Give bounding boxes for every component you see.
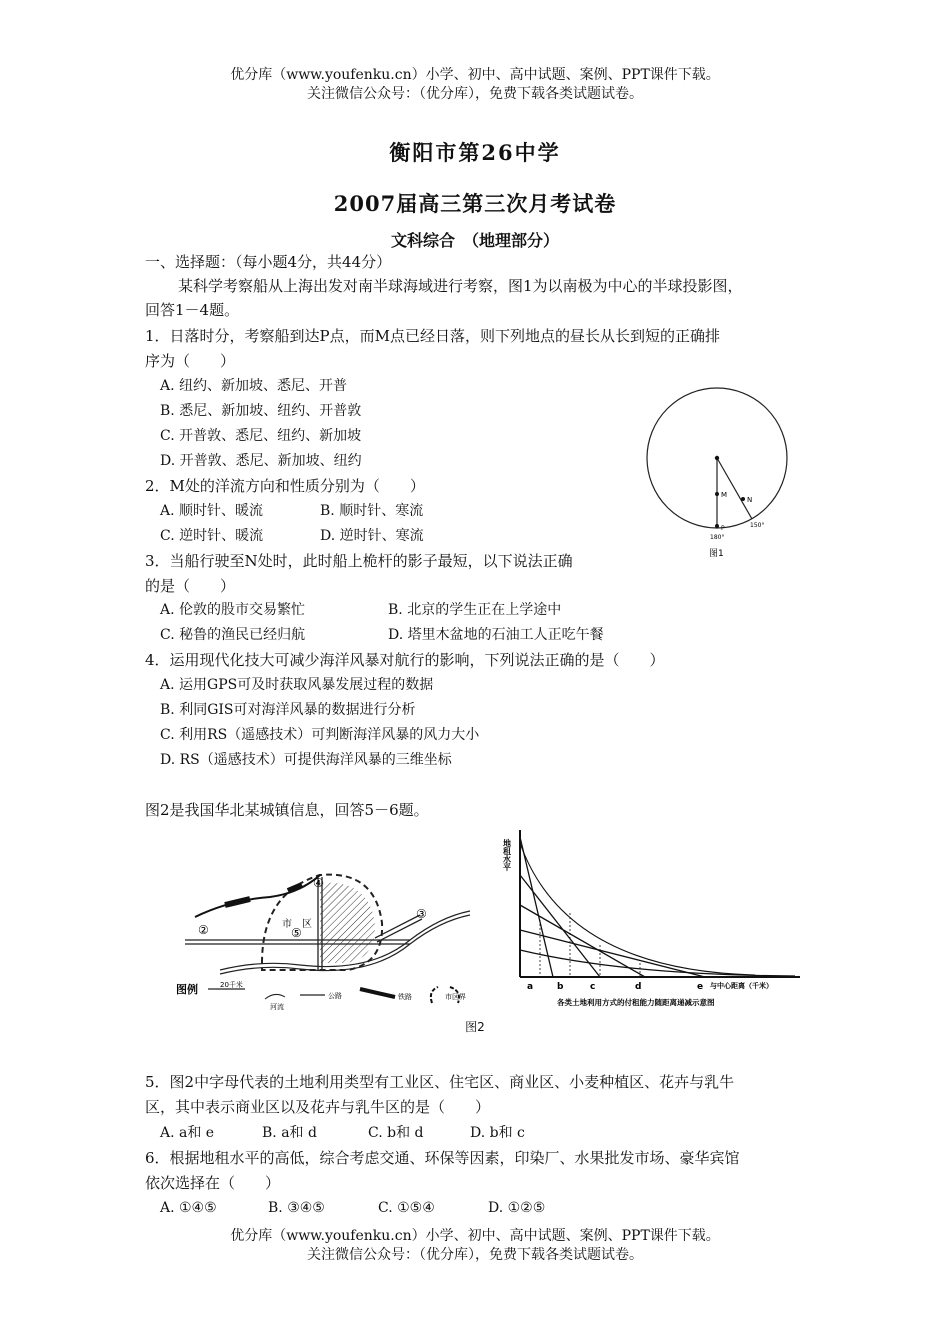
q4-option-c: C. 利用RS（遥感技术）可判断海洋风暴的风力大小 xyxy=(160,727,480,743)
curve-c xyxy=(520,905,645,977)
q6-option-b: B. ③④⑤ xyxy=(268,1200,325,1216)
figure-1-hemisphere xyxy=(640,384,810,564)
legend-rail-label: 铁路 xyxy=(398,993,412,1001)
y-axis-label: 地租水平 xyxy=(502,839,512,871)
q2-stem: 2．M处的洋流方向和性质分别为（ ） xyxy=(145,477,425,495)
x-axis-label: 与中心距离（千米） xyxy=(710,982,773,990)
figure-2-caption: 图2 xyxy=(465,1020,485,1034)
header-line-1: 优分库（www.youfenku.cn）小学、初中、高中试题、案例、PPT课件下载。 xyxy=(230,67,720,83)
road-east-2 xyxy=(377,919,422,942)
legend-title: 图例 xyxy=(176,983,198,996)
q2-option-b: B. 顺时针、寒流 xyxy=(320,503,424,519)
point-m-marker xyxy=(715,492,719,496)
x-tick-e: e xyxy=(697,982,704,992)
railway-segment-1 xyxy=(225,899,250,905)
q5-option-d: D. b和 c xyxy=(470,1125,525,1141)
curve-steep xyxy=(520,843,755,975)
q5-stem-1: 5．图2中字母代表的土地利用类型有工业区、住宅区、商业区、小麦种植区、花卉与乳牛 xyxy=(145,1073,735,1091)
x-tick-b: b xyxy=(557,982,564,992)
curve-b xyxy=(520,875,600,977)
legend-rail-symbol xyxy=(360,989,395,997)
x-tick-c: c xyxy=(590,982,596,992)
q3-option-c: C. 秘鲁的渔民已经归航 xyxy=(160,627,306,643)
q3-option-d: D. 塔里木盆地的石油工人正吃午餐 xyxy=(388,627,604,643)
meridian-150-line xyxy=(717,458,752,519)
q5-option-a: A. a和 e xyxy=(160,1125,215,1141)
q4-stem: 4．运用现代化技大可减少海洋风暴对航行的影响，下列说法正确的是（ ） xyxy=(145,651,665,669)
q5-stem-2: 区，其中表示商业区以及花卉与乳牛区的是（ ） xyxy=(145,1098,491,1116)
figure-2-city-map xyxy=(170,845,515,1025)
label-p: P xyxy=(721,525,725,532)
footer-line-1: 优分库（www.youfenku.cn）小学、初中、高中试题、案例、PPT课件下载。 xyxy=(230,1228,720,1244)
chart-caption: 各类土地利用方式的付租能力随距离递减示意图 xyxy=(557,998,715,1007)
railway-segment-2 xyxy=(288,885,302,891)
q1-stem-2: 序为（ ） xyxy=(145,352,236,370)
south-pole-point xyxy=(715,456,719,460)
subject-title: 文科综合 （地理部分） xyxy=(390,231,559,250)
q3-stem-2: 的是（ ） xyxy=(145,577,236,595)
q5-option-b: B. a和 d xyxy=(262,1125,317,1141)
section-heading: 一、选择题：（每小题4分，共44分） xyxy=(145,253,392,271)
fig2-intro: 图2是我国华北某城镇信息，回答5－6题。 xyxy=(145,801,429,819)
q4-option-b: B. 利同GIS可对海洋风暴的数据进行分析 xyxy=(160,702,416,718)
legend-river-symbol xyxy=(265,994,285,999)
x-tick-a: a xyxy=(527,982,534,992)
site-4-label: ④ xyxy=(313,876,324,890)
q4-option-a: A. 运用GPS可及时获取风暴发展过程的数据 xyxy=(160,677,434,693)
figure-2-bid-rent-chart xyxy=(502,825,810,1025)
q6-stem-2: 依次选择在（ ） xyxy=(145,1174,281,1192)
legend-scale-label: 20千米 xyxy=(220,981,243,989)
label-150-deg: 150° xyxy=(750,522,765,529)
site-5-label: ⑤ xyxy=(291,926,302,940)
railway-line xyxy=(195,875,320,917)
q6-option-a: A. ①④⑤ xyxy=(160,1200,217,1216)
x-tick-d: d xyxy=(635,982,642,992)
page-footer xyxy=(0,1227,950,1265)
city-area-label: 市 区 xyxy=(282,919,312,930)
legend-river-label: 河流 xyxy=(270,1003,284,1011)
point-p-marker xyxy=(715,524,719,528)
site-2-label: ② xyxy=(198,923,209,937)
page-header xyxy=(0,66,950,104)
q1-option-a: A. 纽约、新加坡、悉尼、开普 xyxy=(160,378,348,394)
label-m: M xyxy=(721,491,728,499)
q6-option-d: D. ①②⑤ xyxy=(488,1200,546,1216)
header-line-2: 关注微信公众号：（优分库），免费下载各类试题试卷。 xyxy=(307,86,643,102)
q2-option-a: A. 顺时针、暖流 xyxy=(160,503,264,519)
q5-option-c: C. b和 d xyxy=(368,1125,424,1141)
q3-option-b: B. 北京的学生正在上学途中 xyxy=(388,602,562,618)
label-n: N xyxy=(747,496,753,504)
school-title: 衡阳市第26中学 xyxy=(389,140,561,165)
q6-stem-1: 6．根据地租水平的高低，综合考虑交通、环保等因素，印染厂、水果批发市场、豪华宾馆 xyxy=(145,1149,740,1167)
q1-option-c: C. 开普敦、悉尼、纽约、新加坡 xyxy=(160,428,362,444)
q3-option-a: A. 伦敦的股市交易繁忙 xyxy=(160,602,306,618)
figure-1-caption: 图1 xyxy=(709,549,724,559)
exam-title: 2007届高三第三次月考试卷 xyxy=(333,191,617,216)
q1-option-b: B. 悉尼、新加坡、纽约、开普敦 xyxy=(160,403,362,419)
footer-line-2: 关注微信公众号：（优分库），免费下载各类试题试卷。 xyxy=(307,1247,643,1263)
q2-option-d: D. 逆时针、寒流 xyxy=(320,528,424,544)
intro-line-1: 某科学考察船从上海出发对南半球海域进行考察，图1为以南极为中心的半球投影图， xyxy=(178,277,743,295)
q2-option-c: C. 逆时针、暖流 xyxy=(160,528,264,544)
city-hatched-area xyxy=(320,883,375,963)
curve-e xyxy=(520,950,795,976)
legend-road-label: 公路 xyxy=(328,992,342,1000)
q1-stem-1: 1．日落时分，考察船到达P点，而M点已经日落，则下列地点的昼长从长到短的正确排 xyxy=(145,327,720,345)
point-n-marker xyxy=(741,497,745,501)
q4-option-d: D. RS（遥感技术）可提供海洋风暴的三维坐标 xyxy=(160,752,452,768)
q6-option-c: C. ①⑤④ xyxy=(378,1200,435,1216)
site-3-label: ③ xyxy=(416,907,427,921)
q1-option-d: D. 开普敦、悉尼、新加坡、纽约 xyxy=(160,453,362,469)
label-180-deg: 180° xyxy=(710,534,725,541)
road-east xyxy=(375,915,420,938)
intro-line-2: 回答1－4题。 xyxy=(145,301,240,319)
legend-city-label: 市区界 xyxy=(445,993,466,1001)
q3-stem-1: 3．当船行驶至N处时，此时船上桅杆的影子最短，以下说法正确 xyxy=(145,552,573,570)
